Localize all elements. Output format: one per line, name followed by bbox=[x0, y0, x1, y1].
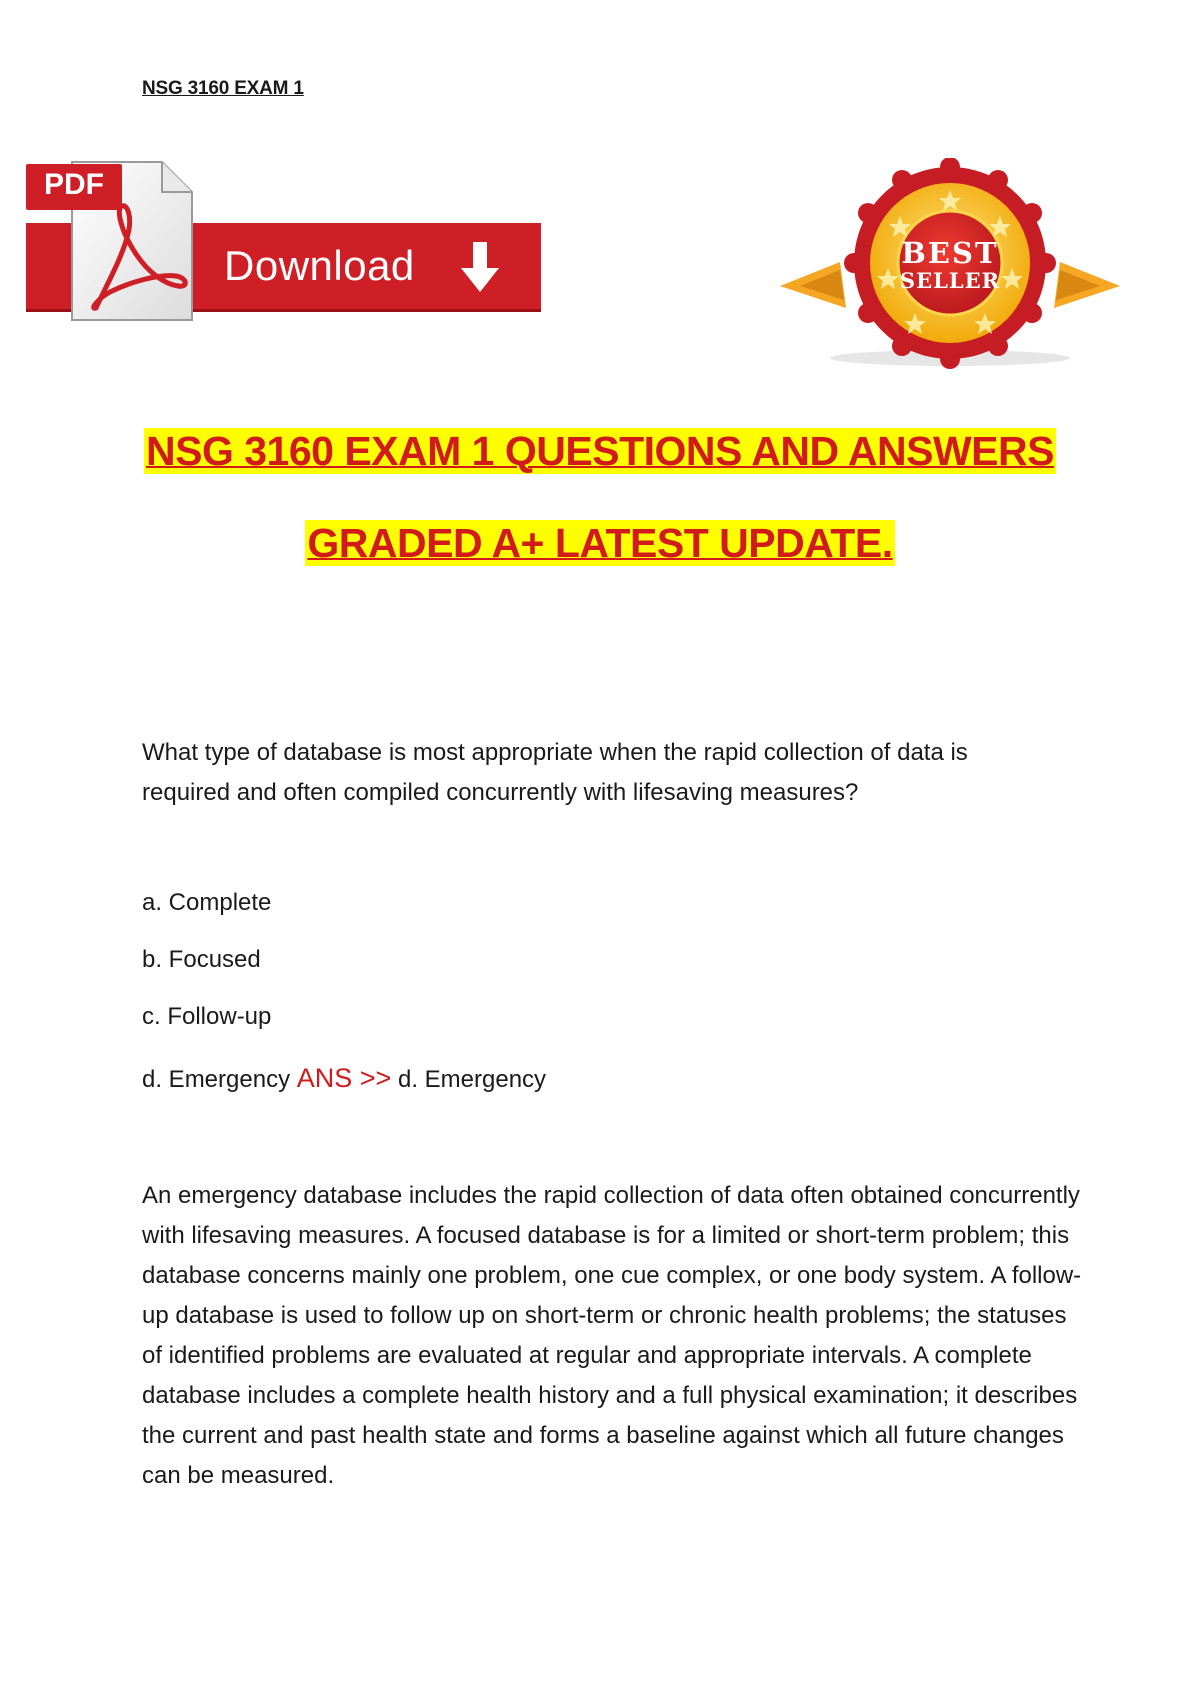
badge-line1: BEST bbox=[901, 236, 999, 270]
best-seller-badge bbox=[780, 158, 1120, 373]
download-button[interactable] bbox=[26, 158, 546, 328]
answer-explanation: An emergency database includes the rapid collection of data often obtained concurrently with lifesaving measures. A focused database is for a limited or short-term problem; this database concerns mainly one problem, one cue complex, or one body system. A follow-up database is used to follow up on short-term or chronic health problems; the statuses of identified problems are evaluated at regular and appropriate intervals. A complete database includes a complete health history and a full physical examination; it describes the current and past health state and forms a baseline against which all future changes can be measured. bbox=[142, 1182, 1082, 1489]
option-b: b. Focused bbox=[142, 946, 261, 973]
answer-value: d. Emergency bbox=[397, 1066, 547, 1093]
title-line2-text: GRADED A+ LATEST UPDATE. bbox=[307, 520, 893, 566]
option-c: c. Follow-up bbox=[142, 1003, 272, 1030]
option-a: a. Complete bbox=[142, 889, 272, 916]
document-title-line2 bbox=[0, 520, 1200, 567]
badge-line2: SELLER bbox=[899, 268, 1001, 293]
answer-marker: ANS >> bbox=[296, 1063, 392, 1093]
question-text: What type of database is most appropriate when the rapid collection of data is required and often compiled concurrently with lifesaving measures? bbox=[142, 739, 968, 806]
download-label: Download bbox=[224, 242, 415, 289]
pdf-tag-label: PDF bbox=[44, 168, 104, 201]
header-label: NSG 3160 EXAM 1 bbox=[142, 78, 304, 99]
download-arrow-icon bbox=[458, 242, 502, 294]
option-d-with-answer bbox=[142, 1063, 546, 1095]
option-d: d. Emergency bbox=[142, 1066, 291, 1093]
document-title-line1 bbox=[0, 428, 1200, 475]
title-line1-text: NSG 3160 EXAM 1 QUESTIONS AND ANSWERS bbox=[146, 428, 1054, 474]
